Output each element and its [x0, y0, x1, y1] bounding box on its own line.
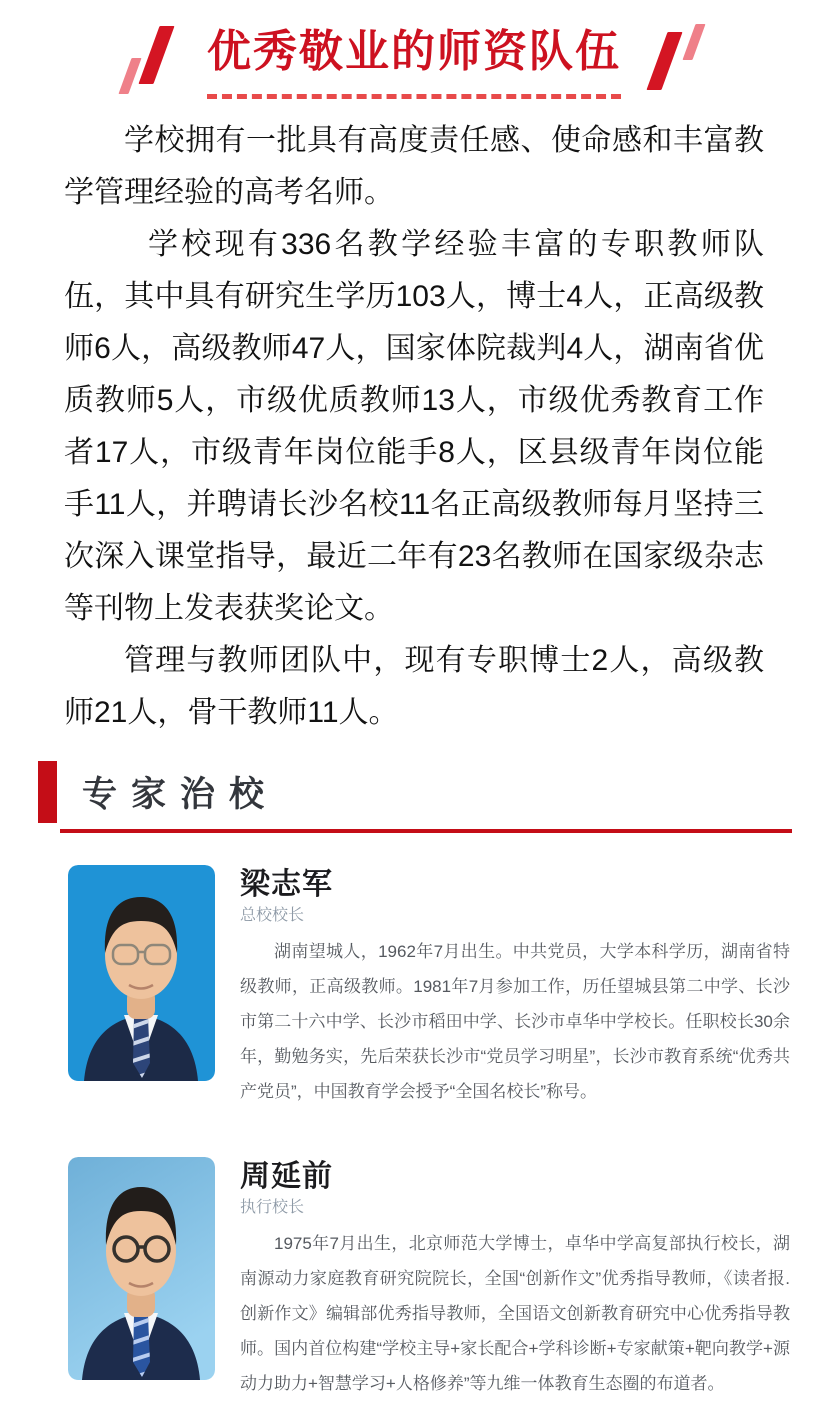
title-slash-left-icon: [119, 24, 181, 96]
section-red-bar: [38, 761, 57, 823]
intro-text: [0, 115, 828, 739]
intro-paragraph-2: 学校现有336名教学经验丰富的专职教师队伍，其中具有研究生学历103人，博士4人，正高级教师6人，高级教师47人，国家体院裁判4人，湖南省优质教师5人，市级优质教师13人，市级优秀教育工作者17人，市级青年岗位能手8人，区县级青年岗位能手11人，并聘请长沙名校11名正高级教师每月坚持三次深入课堂指导，最近二年有23名教师在国家级杂志等刊物上发表获奖论文。: [64, 228, 764, 625]
intro-paragraph-1: 学校拥有一批具有高度责任感、使命感和丰富教学管理经验的高考名师。: [64, 124, 764, 209]
title-slash-right-icon: [647, 24, 709, 96]
section-title: 专家治校: [82, 775, 279, 814]
slash-light-icon: [682, 24, 705, 60]
slash-dark-icon: [646, 32, 682, 90]
profile-photo: [68, 1157, 215, 1380]
section-header: [0, 759, 828, 839]
profile-role: 总校校长: [240, 907, 305, 924]
profile-name: 梁志军: [240, 868, 333, 901]
profile-bio: 湖南望城人，1962年7月出生。中共党员，大学本科学历，湖南省特级教师，正高级教师。1981年7月参加工作，历任望城县第二中学、长沙市第二十六中学、长沙市稻田中学、长沙市卓华中学校长。任职校长30余年，勤勉务实，先后荣获长沙市“党员学习明星”，长沙市教育系统“优秀共产党员”，中国教育学会授予“全国名校长”称号。: [240, 942, 790, 1101]
section-red-line: [60, 829, 792, 833]
profile-name: 周延前: [240, 1160, 333, 1193]
slash-dark-icon: [138, 26, 174, 84]
profile-bio: 1975年7月出生，北京师范大学博士，卓华中学高复部执行校长，湖南源动力家庭教育研究院院长，全国“创新作文”优秀指导教师，《读者报.创新作文》编辑部优秀指导教师，全国语文创新教育研究中心优秀指导教师。国内首位构建“学校主导+家长配合+学科诊断+专家献策+靶向教学+源动力助力+智慧学习+人格修养”等九维一体教育生态圈的布道者。: [240, 1234, 790, 1393]
profile-photo: [68, 865, 215, 1081]
article-header: [0, 0, 828, 99]
profile-card: [0, 1157, 828, 1401]
profile-info: [240, 865, 790, 1109]
slash-light-icon: [118, 58, 141, 94]
intro-paragraph-3: 管理与教师团队中，现有专职博士2人，高级教师21人，骨干教师11人。: [64, 644, 764, 729]
title-dashed-underline: [207, 94, 621, 99]
profile-card: [0, 865, 828, 1109]
profile-role: 执行校长: [240, 1199, 305, 1216]
title-wrap: [207, 24, 621, 99]
profile-info: [240, 1157, 790, 1401]
page-title: 优秀敬业的师资队伍: [207, 27, 621, 76]
